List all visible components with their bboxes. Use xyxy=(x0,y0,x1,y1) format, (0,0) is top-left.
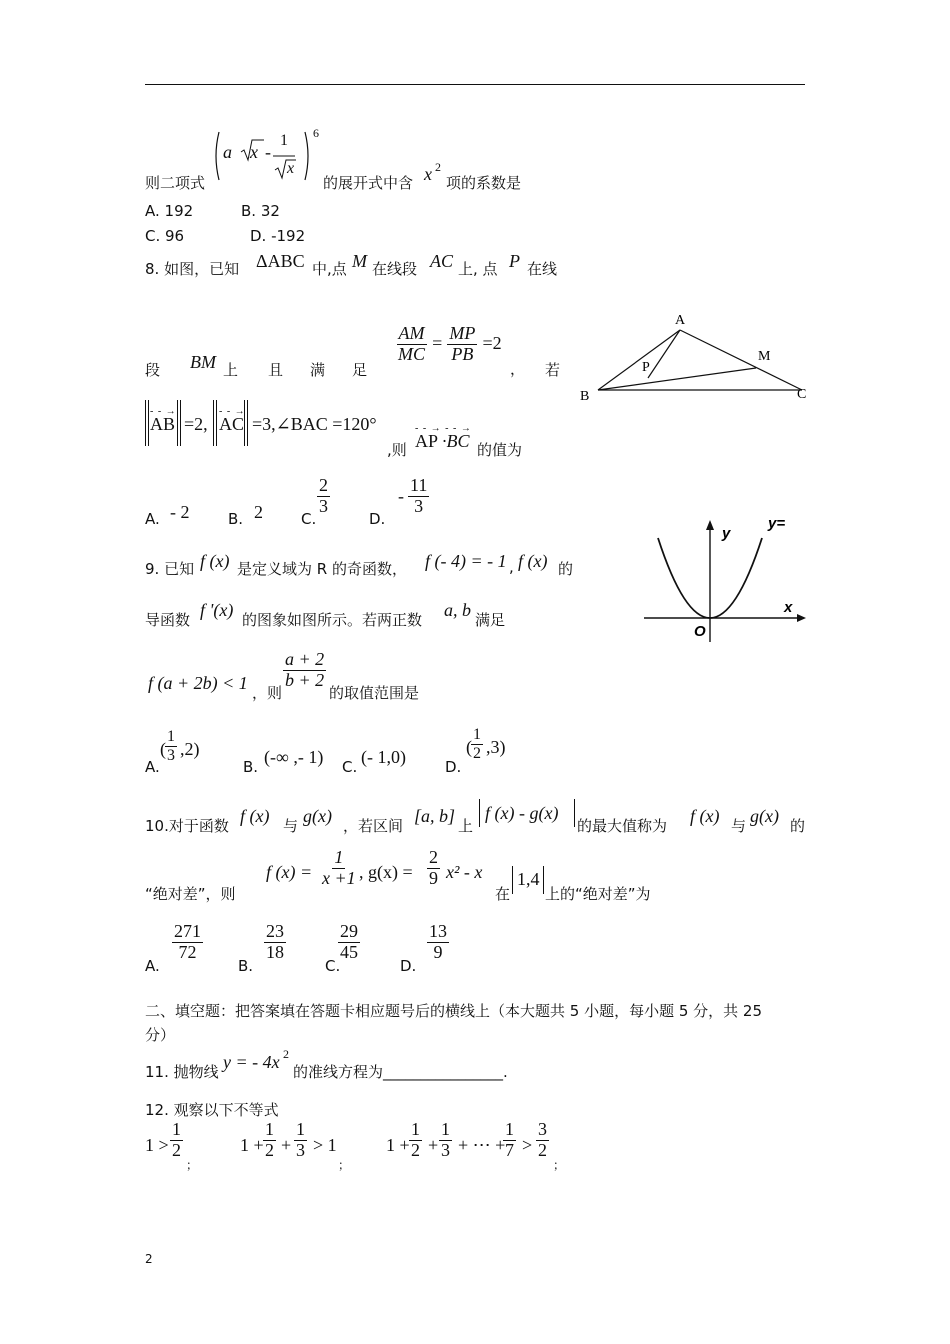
q7-option-a: A. 192 xyxy=(145,202,194,220)
q10-opt-b-den: 18 xyxy=(266,941,284,962)
q8-opt-a: - 2 xyxy=(170,502,190,522)
q12-semi-2: ； xyxy=(338,1158,351,1172)
q10-opt-a-frac xyxy=(172,922,203,963)
q9-opt-c-label: C. xyxy=(342,758,358,776)
q8-line1-a: 8. 如图，已知 xyxy=(145,260,240,278)
q9-opt-a-lead: ( xyxy=(160,739,166,759)
q7-suffix: 项的系数是 xyxy=(446,174,522,192)
q11-suffix: 的准线方程为________________. xyxy=(293,1063,508,1081)
q8-abs-bar-1 xyxy=(145,400,149,446)
q12-ineq1-a: 1 > xyxy=(145,1135,169,1155)
q10-yu2: 与 xyxy=(731,817,747,835)
q10-line2-b: 上的“绝对差”为 xyxy=(545,885,651,903)
q10-shang: 上 xyxy=(458,817,474,835)
graph-y-label: y xyxy=(722,525,731,542)
q9-derivative-graph xyxy=(640,512,815,646)
q8-dot-b: ·BC xyxy=(442,431,470,451)
q11-prefix: 11. 抛物线 xyxy=(145,1063,219,1081)
q8-M: M xyxy=(352,251,367,271)
q9-opt-d-lead: ( xyxy=(466,737,472,757)
q8-opt-d-label: D. xyxy=(369,510,386,528)
q9-line1-a: 9. 已知 xyxy=(145,560,195,578)
q8-opt-a-label: A. xyxy=(145,510,160,528)
q9-opt-d-den: 2 xyxy=(473,744,481,762)
q10-g-num: 2 xyxy=(429,847,438,867)
q8-abs-ac-val: =3,∠BAC =120° xyxy=(252,414,377,434)
label-P: P xyxy=(642,360,650,375)
q12-title: 12. 观察以下不等式 xyxy=(145,1101,279,1119)
q8-opt-b: 2 xyxy=(254,502,263,522)
q9-opt-a-tail: ,2) xyxy=(180,739,200,759)
q8-ratio-mc: MC xyxy=(398,343,425,364)
q8-opt-d-den: 3 xyxy=(414,495,424,516)
q12-ineq3-frac1 xyxy=(409,1120,422,1161)
q8-abs-ac: AC xyxy=(219,414,245,434)
q12-ineq3-p1: + xyxy=(428,1135,439,1155)
q8-vec-arrow-ap: - - → - - → xyxy=(415,423,472,434)
y-axis-arrow-icon xyxy=(706,520,714,530)
q10-opt-c-num: 29 xyxy=(340,921,358,941)
q12-ineq3-frac4 xyxy=(536,1120,549,1161)
q10-f-def: f (x) = xyxy=(266,862,313,882)
x-axis-arrow-icon xyxy=(797,614,806,622)
q8-ratio-frac1 xyxy=(396,324,427,365)
q10-opt-a-label: A. xyxy=(145,957,160,975)
q12-ineq3-n4: 3 xyxy=(538,1119,547,1139)
q8-opt-b-label: B. xyxy=(228,510,244,528)
q12-ineq2-n1: 1 xyxy=(265,1119,274,1139)
q7-x: x xyxy=(250,142,258,162)
q8-ratio-am: AM xyxy=(398,323,425,343)
edge-BA xyxy=(598,330,680,390)
edge-AP xyxy=(648,330,680,378)
q11-expr: y = - 4x xyxy=(223,1052,280,1072)
q7-term-pow: 2 xyxy=(435,160,441,174)
q7-prefix: 则二项式 xyxy=(145,174,206,192)
q9-line2-b: 的图象如图所示。若两正数 xyxy=(242,611,423,629)
q8-char-1: 段 xyxy=(145,361,161,379)
q12-ineq3-d3: 7 xyxy=(505,1139,514,1160)
q8-char-3: 上 xyxy=(223,361,239,379)
q8-line1-b: 中,点 xyxy=(312,260,347,278)
q12-ineq3-n3: 1 xyxy=(505,1119,514,1139)
q12-ineq3-d1: 2 xyxy=(411,1139,420,1160)
q12-ineq2-d1: 2 xyxy=(265,1139,274,1160)
q8-abs-bar-4 xyxy=(244,400,248,446)
q12-ineq2-n2: 1 xyxy=(296,1119,305,1139)
q10-line2-a: “绝对差”，则 xyxy=(145,885,236,903)
q8-opt-c-den: 3 xyxy=(319,495,328,516)
q10-line1-a: 10.对于函数 xyxy=(145,817,229,835)
q10-line1-c: 的最大值称为 xyxy=(577,817,668,835)
q12-ineq3-n1: 1 xyxy=(411,1119,420,1139)
q12-ineq3-gt: > xyxy=(522,1135,533,1155)
q8-abs-bar-2 xyxy=(177,400,181,446)
q9-ab: a, b xyxy=(444,600,471,620)
graph-x-label: x xyxy=(784,599,793,616)
q9-range-suffix: 的取值范围是 xyxy=(329,684,420,702)
q9-opt-c: (- 1,0) xyxy=(361,747,406,767)
q7-power: 6 xyxy=(313,126,319,140)
q8-BM: BM xyxy=(190,352,216,372)
q11-pow: 2 xyxy=(283,1047,289,1061)
q8-P: P xyxy=(509,251,520,271)
q9-frac-num: a + 2 xyxy=(285,649,325,669)
label-B: B xyxy=(580,389,590,404)
q9-opt-d-tail: ,3) xyxy=(486,737,506,757)
q12-ineq3-d4: 2 xyxy=(538,1139,547,1160)
q10-g-def: , g(x) = xyxy=(359,862,413,882)
q10-range: 1,4 xyxy=(517,869,540,889)
q12-ineq1-den: 2 xyxy=(172,1139,181,1160)
q9-opt-a-num: 1 xyxy=(167,728,175,745)
q10-fx: f (x) xyxy=(240,806,270,826)
q8-ratio xyxy=(396,324,502,365)
q8-triangle: ΔABC xyxy=(256,251,305,271)
q9-opt-a-den: 3 xyxy=(167,746,175,764)
q12-ineq3-d2: 3 xyxy=(441,1139,450,1160)
q10-opt-c-frac xyxy=(338,922,360,963)
q12-ineq2-d2: 3 xyxy=(296,1139,305,1160)
q9-comma: , xyxy=(509,558,514,576)
edge-BM xyxy=(598,368,756,390)
q8-ratio-mp: MP xyxy=(449,323,476,343)
q7-option-b: B. 32 xyxy=(241,202,280,220)
q7-option-c: C. 96 xyxy=(145,227,185,245)
header-rule xyxy=(145,84,805,85)
q9-opt-d-label: D. xyxy=(445,758,462,776)
q12-semi-1: ； xyxy=(186,1158,199,1172)
q8-opt-d-num: 11 xyxy=(410,475,428,495)
q10-line1-b: ，若区间 xyxy=(343,817,404,835)
q10-g-den: 9 xyxy=(429,867,438,888)
graph-origin-label: O xyxy=(694,623,706,640)
q9-opt-a-label: A. xyxy=(145,758,160,776)
q8-opt-c-frac xyxy=(317,476,330,517)
q10-opt-d-label: D. xyxy=(400,957,417,975)
q9-fx: f (x) xyxy=(200,551,230,571)
q8-abs-bar-3 xyxy=(213,400,217,446)
q12-ineq1-frac xyxy=(170,1120,183,1161)
q12-ineq3-frac3 xyxy=(503,1120,516,1161)
q9-then: ，则 xyxy=(252,684,283,702)
q8-triangle-figure xyxy=(576,308,816,404)
q7-frac-den: x xyxy=(287,160,295,177)
q9-opt-b: (-∞ ,- 1) xyxy=(264,747,324,767)
q8-vec-arrow-ac: - - → xyxy=(219,406,246,417)
q10-opt-d-den: 9 xyxy=(433,941,443,962)
q7-frac-num: 1 xyxy=(280,132,288,149)
q10-absdiff-box xyxy=(479,799,575,827)
q10-interval: [a, b] xyxy=(414,806,456,826)
q7-expression xyxy=(213,128,311,184)
q9-cond: f (- 4) = - 1 xyxy=(425,551,507,571)
q10-f-den: x +1 xyxy=(322,867,356,888)
edge-AC xyxy=(680,330,802,390)
q8-then-suffix: 的值为 xyxy=(477,441,523,459)
q8-opt-d-frac xyxy=(408,476,429,517)
q10-g-frac xyxy=(427,848,440,889)
q9-line1-b: 是定义域为 R 的奇函数， xyxy=(237,560,407,578)
q9-fx2: f (x) xyxy=(518,551,548,571)
q8-abs-ab: AB xyxy=(150,414,176,434)
label-M: M xyxy=(758,349,771,364)
q7-a: a xyxy=(223,142,232,162)
q10-f-num: 1 xyxy=(334,847,344,867)
q10-de: 的 xyxy=(790,817,806,835)
q8-opt-c-num: 2 xyxy=(319,475,328,495)
label-C: C xyxy=(797,387,807,402)
q10-g-tail: x² - x xyxy=(446,862,483,882)
q12-ineq2-a: 1 + xyxy=(240,1135,264,1155)
q8-ratio-val: =2 xyxy=(482,332,502,353)
q8-char-5: 满 xyxy=(310,361,326,379)
q9-opt-a-frac xyxy=(165,728,177,764)
q10-opt-b-num: 23 xyxy=(266,921,284,941)
q10-opt-a-den: 72 xyxy=(178,941,197,962)
q9-opt-d-frac xyxy=(471,726,483,762)
q12-ineq2-plus: + xyxy=(281,1135,292,1155)
q8-AC: AC xyxy=(430,251,454,271)
q10-opt-c-den: 45 xyxy=(340,941,358,962)
q8-dot-a: AP xyxy=(415,431,439,451)
q8-line1-c: 在线段 xyxy=(372,260,418,278)
q8-comma: ， xyxy=(510,360,526,378)
q12-ineq1-num: 1 xyxy=(172,1119,181,1139)
q9-line1-c: 的 xyxy=(558,560,574,578)
q7-option-d: D. -192 xyxy=(250,227,306,245)
q12-semi-3: ； xyxy=(553,1158,566,1172)
q9-fpx: f '(x) xyxy=(200,600,234,620)
q10-gx2: g(x) xyxy=(750,806,779,826)
graph-curve-label: y= xyxy=(768,515,786,532)
q8-then: ,则 xyxy=(387,441,407,459)
q12-ineq2-frac2 xyxy=(294,1120,307,1161)
q10-gx: g(x) xyxy=(303,806,332,826)
q10-opt-d-frac xyxy=(427,922,449,963)
q10-opt-c-label: C. xyxy=(325,957,341,975)
q8-ratio-frac2 xyxy=(447,324,477,365)
q9-frac-den: b + 2 xyxy=(285,669,325,690)
q10-opt-d-num: 13 xyxy=(429,921,447,941)
q8-char-4: 且 xyxy=(268,361,284,379)
q10-yu: 与 xyxy=(283,817,299,835)
q10-zai: 在 xyxy=(495,885,511,903)
q8-opt-c-label: C. xyxy=(301,510,317,528)
q10-opt-b-frac xyxy=(264,922,286,963)
section2-line1: 二、填空题：把答案填在答题卡相应题号后的横线上（本大题共 5 小题，每小题 5 分，共 25 xyxy=(145,1002,763,1020)
q10-fx2: f (x) xyxy=(690,806,720,826)
q9-opt-d-num: 1 xyxy=(473,726,481,743)
q10-range-box xyxy=(512,866,544,894)
q12-ineq2-frac1 xyxy=(263,1120,276,1161)
q8-ruo: 若 xyxy=(545,361,561,379)
q8-line1-d: 上, 点 xyxy=(458,260,498,278)
q8-char-6: 足 xyxy=(352,361,368,379)
q7-term: x xyxy=(424,164,432,184)
q8-opt-d-sign: - xyxy=(398,486,404,506)
q10-opt-a-num: 271 xyxy=(174,921,201,941)
q9-line2-a: 导函数 xyxy=(145,611,191,629)
q10-absdiff: f (x) - g(x) xyxy=(485,803,559,823)
q12-ineq3-mid: + ⋯ + xyxy=(458,1135,506,1155)
q10-f-frac xyxy=(320,848,358,889)
q7-mid: 的展开式中含 xyxy=(323,174,414,192)
q12-ineq2-tail: > 1 xyxy=(313,1135,337,1155)
page-number: 2 xyxy=(145,1252,153,1266)
q12-ineq3-frac2 xyxy=(439,1120,452,1161)
q12-ineq3-n2: 1 xyxy=(441,1119,450,1139)
q7-minus: - xyxy=(265,142,271,162)
q9-ineq: f (a + 2b) < 1 xyxy=(148,673,248,693)
q8-abs-ab-val: =2, xyxy=(184,414,208,434)
q8-ratio-eq: = xyxy=(432,332,443,353)
q8-vec-arrow-ab: - - → xyxy=(150,406,177,417)
q9-opt-b-label: B. xyxy=(243,758,259,776)
q12-ineq3-a: 1 + xyxy=(386,1135,410,1155)
q8-ratio-pb: PB xyxy=(451,343,474,364)
q8-line1-e: 在线 xyxy=(527,260,558,278)
q9-frac xyxy=(283,650,326,691)
label-A: A xyxy=(675,313,686,328)
q10-opt-b-label: B. xyxy=(238,957,254,975)
section2-line2: 分） xyxy=(145,1026,176,1044)
q9-line2-c: 满足 xyxy=(475,611,506,629)
